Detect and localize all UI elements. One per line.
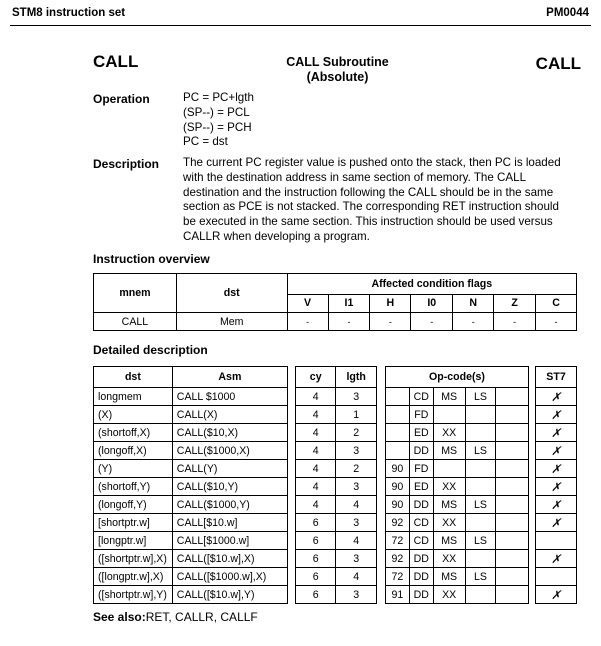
cell-lgth: 4 [336,496,377,514]
cell-cy: 4 [296,424,336,442]
cell-asm: CALL $1000 [172,388,287,406]
table-row [536,568,577,586]
cell-opcode-byte: LS [465,442,496,460]
cell-opcode-byte [496,442,529,460]
cell-opcode-byte [386,442,410,460]
instruction-name-left: CALL [93,52,139,71]
operation-line: PC = PC+lgth [183,91,254,104]
cell-opcode-byte: 92 [386,550,410,568]
cell-opcode-byte [386,388,410,406]
table-row [536,388,577,406]
flag-header-i1: I1 [328,294,370,312]
cell-lgth: 3 [336,442,377,460]
table-row [296,406,377,424]
cell-opcode-byte: 92 [386,514,410,532]
cell-st7: ✗ [536,460,577,478]
cell-asm: CALL($10,X) [172,424,287,442]
table-row [94,496,288,514]
cell-opcode-byte: MS [433,388,465,406]
cell-opcode-byte: XX [433,586,465,604]
table-row [296,586,377,604]
flag-header-h: H [370,294,411,312]
cell-lgth: 3 [336,550,377,568]
flag-value-h: - [370,313,411,331]
table-row [386,442,529,460]
cell-opcode-byte [496,424,529,442]
detailed-st7-table [535,366,577,604]
subtitle-line-2: (Absolute) [306,70,369,84]
table-row [94,586,288,604]
table-row [536,460,577,478]
description-line: be executed in the same section. This instruction should be used versus [183,215,553,229]
description-line: CALLR when developing a program. [183,229,370,243]
table-row [386,568,529,586]
overview-header-flags: Affected condition flags [287,274,576,295]
cell-dst: (longoff,Y) [94,496,173,514]
flag-value-i0: - [411,313,453,331]
cell-opcode-byte [433,406,465,424]
description-line: destination and the instruction following the CALL should be in the same [183,185,554,199]
cell-cy: 4 [296,460,336,478]
operation-label: Operation [93,92,150,106]
cell-dst: ([shortptr.w],Y) [94,586,173,604]
cell-lgth: 3 [336,388,377,406]
cell-asm: CALL[$1000.w] [172,532,287,550]
flag-value-n: - [453,313,494,331]
description-text [183,156,561,245]
table-row [94,406,288,424]
cell-st7: ✗ [536,406,577,424]
header-left-title: STM8 instruction set [12,7,126,19]
overview-row [94,313,577,331]
table-row [536,424,577,442]
cell-cy: 6 [296,586,336,604]
cell-opcode-byte: DD [409,568,433,586]
cell-opcode-byte: LS [465,388,496,406]
overview-table [93,273,577,331]
detailed-opcode-table [385,366,529,604]
table-row [386,478,529,496]
cell-opcode-byte: MS [433,532,465,550]
cell-opcode-byte [496,388,529,406]
table-row [536,406,577,424]
cell-st7: ✗ [536,496,577,514]
cell-opcode-byte: XX [433,550,465,568]
cell-opcode-byte: XX [433,424,465,442]
cell-lgth: 3 [336,514,377,532]
cell-lgth: 2 [336,424,377,442]
description-label: Description [93,157,160,171]
table-row [536,532,577,550]
cell-opcode-byte [496,478,529,496]
header-rule [10,25,591,26]
cell-opcode-byte: LS [465,496,496,514]
cell-st7: ✗ [536,550,577,568]
description-line: The current PC register value is pushed onto the stack, then PC is loaded [183,156,561,169]
detailed-asm-table [93,366,288,604]
cell-opcode-byte: MS [433,568,465,586]
cell-opcode-byte: 90 [386,478,410,496]
cell-cy: 4 [296,406,336,424]
detailed-header-st7: ST7 [536,367,577,388]
cell-cy: 6 [296,514,336,532]
see-also-label: See also: [93,610,146,624]
table-row [386,460,529,478]
cell-opcode-byte: FD [409,406,433,424]
cell-opcode-byte: DD [409,550,433,568]
cell-cy: 4 [296,388,336,406]
cell-opcode-byte [496,496,529,514]
cell-opcode-byte: CD [409,514,433,532]
cell-dst: [longptr.w] [94,532,173,550]
cell-asm: CALL([$1000.w],X) [172,568,287,586]
table-row [386,388,529,406]
table-row [296,424,377,442]
operation-line: PC = dst [183,135,228,149]
cell-opcode-byte [465,406,496,424]
cell-st7: ✗ [536,586,577,604]
table-row [94,532,288,550]
cell-opcode-byte [465,586,496,604]
flag-header-v: V [287,294,328,312]
cell-dst: (shortoff,Y) [94,478,173,496]
see-also-links: RET, CALLR, CALLF [145,610,258,624]
cell-lgth: 3 [336,586,377,604]
cell-st7: ✗ [536,478,577,496]
table-row [386,514,529,532]
cell-opcode-byte [496,586,529,604]
table-row [536,496,577,514]
cell-opcode-byte: XX [433,514,465,532]
cell-asm: CALL(X) [172,406,287,424]
table-row [536,514,577,532]
table-row [386,496,529,514]
flag-header-n: N [453,294,494,312]
cell-asm: CALL($1000,X) [172,442,287,460]
cell-asm: CALL($10,Y) [172,478,287,496]
cell-dst: ([longptr.w],X) [94,568,173,586]
cell-opcode-byte: DD [409,586,433,604]
table-row [94,460,288,478]
cell-opcode-byte: DD [409,442,433,460]
description-line: with the destination address in same section of memory. The CALL [183,170,527,184]
cell-opcode-byte [465,550,496,568]
cell-lgth: 1 [336,406,377,424]
cell-opcode-byte: XX [433,478,465,496]
table-row [386,586,529,604]
cell-opcode-byte [496,514,529,532]
cell-st7 [536,568,577,586]
table-row [536,550,577,568]
cell-dst: (shortoff,X) [94,424,173,442]
cell-opcode-byte [465,424,496,442]
cell-st7: ✗ [536,442,577,460]
cell-lgth: 4 [336,532,377,550]
overview-header-mnem: mnem [94,274,177,313]
table-row [94,514,288,532]
detailed-cycles-table [295,366,377,604]
cell-opcode-byte: CD [409,388,433,406]
cell-cy: 4 [296,478,336,496]
overview-cell-mnem: CALL [94,313,177,331]
cell-dst: longmem [94,388,173,406]
table-row [296,550,377,568]
instruction-name-right: CALL [535,54,581,73]
cell-lgth: 2 [336,460,377,478]
cell-cy: 6 [296,550,336,568]
cell-opcode-byte [496,550,529,568]
detailed-header-lgth: lgth [336,367,377,388]
operation-line: (SP--) = PCH [183,120,252,134]
cell-opcode-byte: LS [465,532,496,550]
description-line: section as PCE is not stacked. The corresponding RET instruction should [183,200,559,214]
overview-title: Instruction overview [93,252,210,266]
cell-lgth: 4 [336,568,377,586]
cell-opcode-byte [496,568,529,586]
flag-value-z: - [494,313,536,331]
cell-asm: CALL([$10.w],X) [172,550,287,568]
header-right-docid: PM0044 [546,7,589,19]
cell-asm: CALL([$10.w],Y) [172,586,287,604]
cell-cy: 4 [296,442,336,460]
table-row [386,424,529,442]
detailed-header-opcodes: Op-code(s) [386,367,529,388]
detailed-title: Detailed description [93,343,208,357]
detailed-header-dst: dst [94,367,173,388]
table-row [536,442,577,460]
operation-line: (SP--) = PCL [183,105,250,119]
table-row [536,478,577,496]
cell-cy: 6 [296,532,336,550]
table-row [94,478,288,496]
cell-asm: CALL[$10.w] [172,514,287,532]
cell-asm: CALL(Y) [172,460,287,478]
table-row [296,496,377,514]
cell-opcode-byte [465,478,496,496]
flag-header-i0: I0 [411,294,453,312]
cell-opcode-byte: ED [409,478,433,496]
cell-dst: [shortptr.w] [94,514,173,532]
cell-st7: ✗ [536,514,577,532]
overview-header-dst: dst [176,274,287,313]
table-row [296,532,377,550]
table-row [94,568,288,586]
cell-opcode-byte: 91 [386,586,410,604]
cell-st7: ✗ [536,424,577,442]
cell-opcode-byte [433,460,465,478]
cell-opcode-byte: LS [465,568,496,586]
cell-opcode-byte: DD [409,496,433,514]
flag-header-z: Z [494,294,536,312]
cell-opcode-byte [465,460,496,478]
instruction-subtitle [250,55,425,85]
cell-opcode-byte [465,514,496,532]
table-row [94,388,288,406]
cell-dst: (X) [94,406,173,424]
cell-lgth: 3 [336,478,377,496]
cell-dst: ([shortptr.w],X) [94,550,173,568]
overview-cell-dst: Mem [176,313,287,331]
cell-opcode-byte: 90 [386,460,410,478]
table-row [536,586,577,604]
table-row [94,442,288,460]
cell-opcode-byte: MS [433,496,465,514]
cell-cy: 6 [296,568,336,586]
flag-header-c: C [536,294,577,312]
flag-value-c: - [536,313,577,331]
cell-opcode-byte: 72 [386,532,410,550]
table-row [94,424,288,442]
table-row [296,568,377,586]
cell-st7: ✗ [536,388,577,406]
cell-opcode-byte [496,406,529,424]
cell-opcode-byte: 72 [386,568,410,586]
table-row [296,442,377,460]
table-row [386,532,529,550]
cell-opcode-byte: 90 [386,496,410,514]
flag-value-v: - [287,313,328,331]
cell-cy: 4 [296,496,336,514]
cell-opcode-byte [496,460,529,478]
table-row [296,388,377,406]
cell-dst: (Y) [94,460,173,478]
table-row [386,406,529,424]
flag-value-i1: - [328,313,370,331]
operation-lines [183,91,254,150]
cell-opcode-byte [386,406,410,424]
table-row [94,550,288,568]
cell-st7 [536,532,577,550]
cell-asm: CALL($1000,Y) [172,496,287,514]
cell-opcode-byte: CD [409,532,433,550]
cell-opcode-byte: FD [409,460,433,478]
table-row [296,460,377,478]
table-row [386,550,529,568]
see-also [93,610,258,624]
table-row [296,478,377,496]
cell-dst: (longoff,X) [94,442,173,460]
cell-opcode-byte [386,424,410,442]
cell-opcode-byte [496,532,529,550]
cell-opcode-byte: MS [433,442,465,460]
table-row [296,514,377,532]
subtitle-line-1: CALL Subroutine [286,55,389,69]
detailed-header-asm: Asm [172,367,287,388]
cell-opcode-byte: ED [409,424,433,442]
detailed-header-cy: cy [296,367,336,388]
